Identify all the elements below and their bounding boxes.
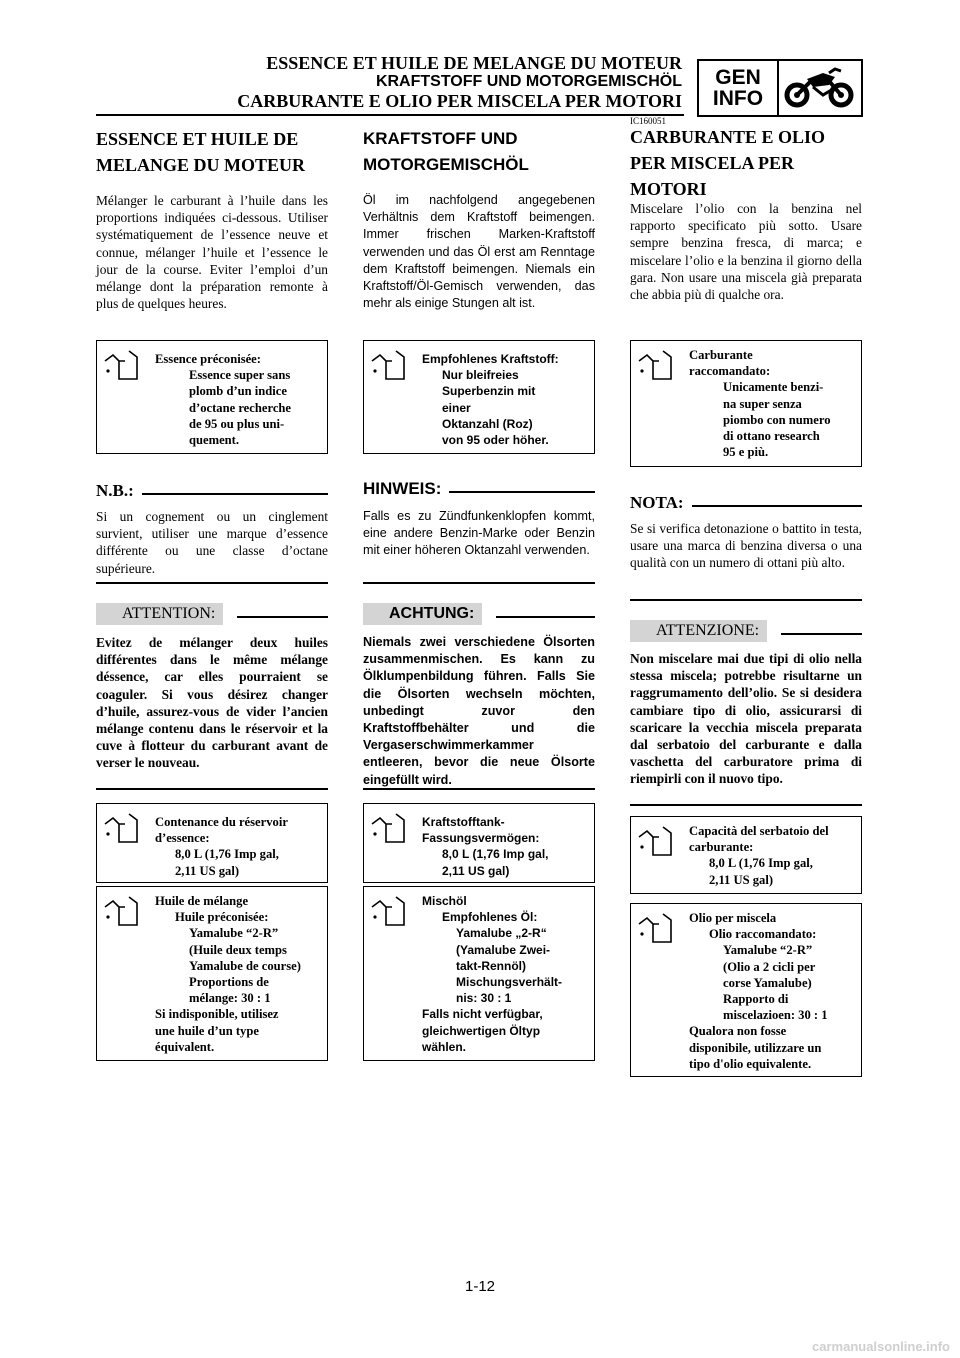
fuel-can-icon [103,349,139,381]
section-code: IC160051 [630,116,666,126]
tank-capacity-box-it: Capacità del serbatoio del carburante: 8,0 L (1,76 Imp gal, 2,11 US gal) [630,816,862,894]
warning-end-rule-de [363,788,595,790]
section-title-fr: ESSENCE ET HUILE DE MELANGE DU MOTEUR [96,129,306,175]
fuel-can-icon [637,912,673,944]
warning-text-de: Niemals zwei verschiedene Ölsorten zusammenmischen. Es kann zu Ölklumpenbildung führen. Falls Sie die Ölsorten wechseln möchten, unbedingt zuvor den Kraftstoffbehälter und die Vergaserschwimmerkammer entleeren, bevor die neue Ölsorte eingefüllt wird. [363,635,595,787]
fuel-can-icon [637,825,673,857]
note-text-it: Se si verifica detonazione o battito in testa, usare una marca di benzina diversa o una qualità con un numero di ottani più alto. [630,521,862,571]
note-end-rule-de [363,582,595,584]
note-text-de: Falls es zu Zündfunkenklopfen kommt, eine andere Benzin-Marke oder Benzin mit einer höheren Oktanzahl verwenden. [363,509,595,558]
warning-text-it: Non miscelare mai due tipi di olio nella stessa miscela; potrebbe risultarne un raggrumamento dell’olio. Se si desidera cambiare tipo di olio, assicurarsi di scaricare la vecchia miscela preparata dal serbatoio del carburante e dalla vaschetta del carburatore prima di riempirli con il nuovo tipo. [630,651,862,787]
section-title-de: KRAFTSTOFF UND MOTORGEMISCHÖL [363,129,529,174]
note-end-rule-fr [96,582,328,584]
note-heading-it: NOTA: [630,492,862,514]
badge-line-1: GEN [715,66,761,89]
header-title-it: CARBURANTE E OLIO PER MISCELA PER MOTORI [237,91,682,111]
warning-end-rule-fr [96,788,328,790]
motorcycle-icon [783,65,857,111]
note-text-fr: Si un cognement ou un cinglement survient, utiliser une marque d’essence différente ou une classe d’octane supérieure. [96,509,328,576]
badge-line-2: INFO [712,87,764,110]
fuel-spec-box-fr: Essence préconisée: Essence super sans plomb d’un indice d’octane recherche de 95 ou plus uni- quement. [96,340,328,454]
page-number: 1-12 [464,1278,496,1295]
warning-text-fr: Evitez de mélanger deux huiles différentes dans le même mélange déssence, car elles pourraient se coaguler. Si vous désirez changer d’huile, assurez-vous de vider l’ancien mélange contenu dans le réservoir et la cuve à flotteur du carburant avant de verser le nouveau. [96,635,328,771]
tank-capacity-box-fr: Contenance du réservoir d’essence: 8,0 L (1,76 Imp gal, 2,11 US gal) [96,803,328,883]
intro-text-de: Öl im nachfolgend angegebenen Verhältnis dem Kraftstoff beimengen. Immer frischen Marken-Kraftstoff verwenden und das Öl erst am Renntage dem Kraftstoff beimengen. Niemals ein Kraftstoff/Öl-Gemisch verwenden, das mehr als einige Stungen alt ist. [363,193,595,311]
fuel-can-icon [370,349,406,381]
warning-heading-it: ATTENZIONE: [630,620,862,642]
note-heading-de: HINWEIS: [363,478,595,500]
watermark: carmanualsonline.info [812,1339,950,1354]
header-title-de: KRAFTSTOFF UND MOTORGEMISCHÖL [375,73,682,90]
fuel-spec-box-de: Empfohlenes Kraftstoff: Nur bleifreies Superbenzin mit einer Oktanzahl (Roz) von 95 oder höher. [363,340,595,454]
fuel-spec-box-it: Carburante raccomandato: Unicamente benzi- na super senza piombo con numero di ottano research 95 e più. [630,340,862,467]
mixing-oil-box-it: Olio per miscela Olio raccomandato: Yamalube “2-R” (Olio a 2 cicli per corse Yamalube) Rapporto di miscelazioen: 30 : 1 Qualora non fosse disponibile, utilizzare un tipo d'olio equivalente. [630,903,862,1077]
intro-text-fr: Mélanger le carburant à l’huile dans les proportions indiquées ci-dessous. Utiliser systématiquement de l’essence neuve et connue, mélanger l’huile et l’essence le jour de la course. Eviter l’emploi d’un mélange dont la préparation remonte à plus de quelques heures. [96,193,328,312]
note-heading-fr: N.B.: [96,480,328,502]
warning-heading-de: ACHTUNG: [363,603,595,625]
fuel-can-icon [103,812,139,844]
tank-capacity-box-de: Kraftstofftank- Fassungsvermögen: 8,0 L (1,76 Imp gal, 2,11 US gal) [363,803,595,883]
mixing-oil-box-de: Mischöl Empfohlenes Öl: Yamalube „2-R“ (Yamalube Zwei- takt-Rennöl) Mischungsverhält- nis: 30 : 1 Falls nicht verfügbar, gleichwertigen Öltyp wählen. [363,886,595,1061]
intro-text-it: Miscelare l’olio con la benzina nel rapporto specificato più sotto. Usare sempre benzina fresca, di marca; e miscelare l’olio e la benzina il giorno della gara. Non usare una miscela già preparata che abbia più di qualche ora. [630,201,862,303]
warning-heading-fr: ATTENTION: [96,603,328,625]
section-title-it: CARBURANTE E OLIO PER MISCELA PER MOTORI [630,127,826,199]
mixing-oil-box-fr: Huile de mélange Huile préconisée: Yamalube “2-R” (Huile deux temps Yamalube de course) Proportions de mélange: 30 : 1 Si indisponible, utilisez une huile d’un type équivalent. [96,886,328,1061]
fuel-can-icon [637,349,673,381]
note-end-rule-it [630,599,862,601]
fuel-can-icon [103,895,139,927]
fuel-can-icon [370,895,406,927]
fuel-can-icon [370,812,406,844]
header-rule [96,114,684,116]
warning-end-rule-it [630,804,862,806]
gen-info-badge [697,59,863,117]
header-title-fr: ESSENCE ET HUILE DE MELANGE DU MOTEUR [266,53,682,73]
